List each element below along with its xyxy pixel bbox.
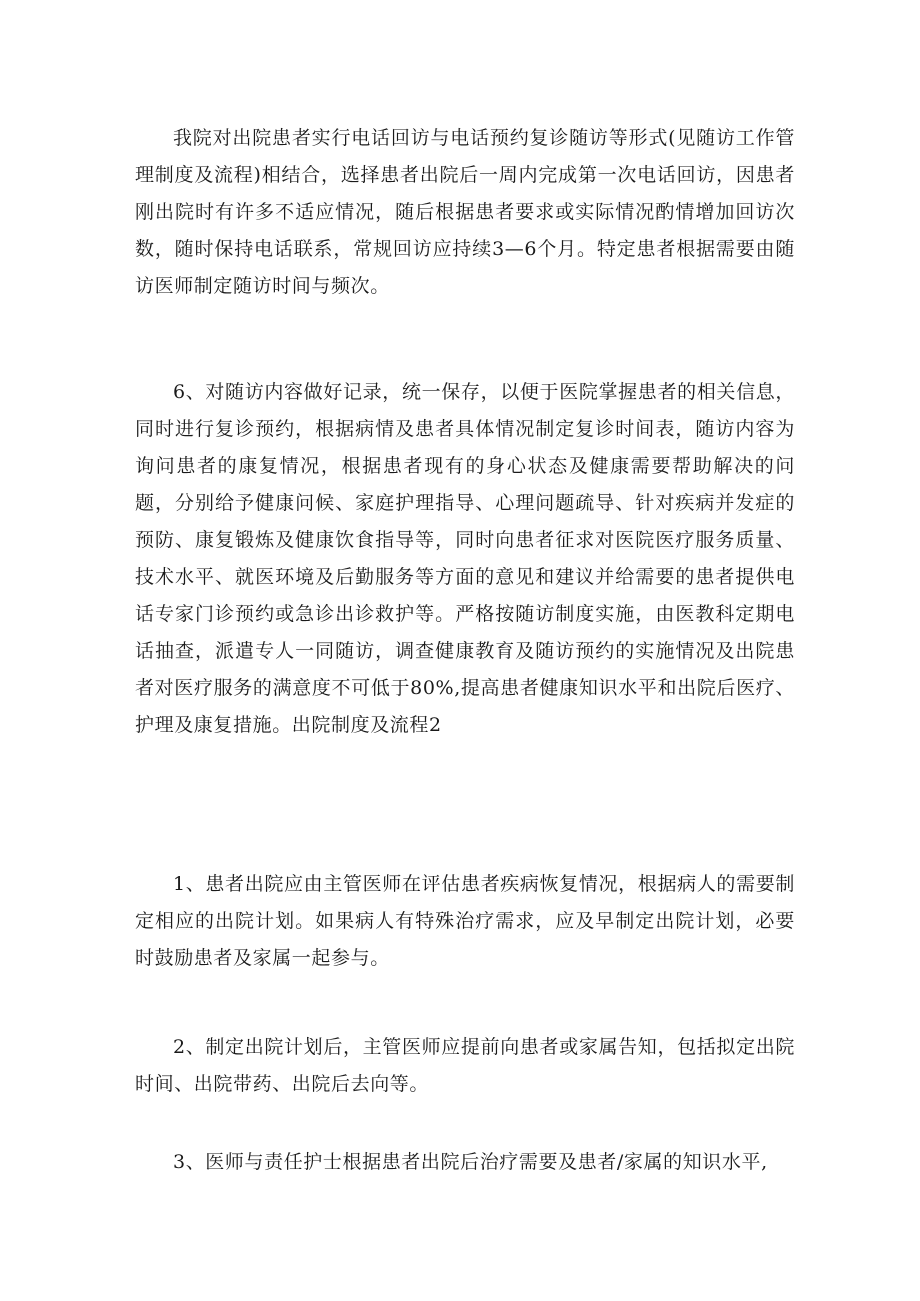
- paragraph-item-2: 2、制定出院计划后，主管医师应提前向患者或家属告知，包括拟定出院时间、出院带药、出院后去向等。: [135, 1036, 795, 1095]
- paragraph-item-1: 1、患者出院应由主管医师在评估患者疾病恢复情况，根据病人的需要制定相应的出院计划。如果病人有特殊治疗需求，应及早制定出院计划，必要时鼓励患者及家属一起参与。: [135, 873, 795, 969]
- paragraph-followup-methods: 我院对出院患者实行电话回访与电话预约复诊随访等形式(见随访工作管理制度及流程)相结合，选择患者出院后一周内完成第一次电话回访，因患者刚出院时有许多不适应情况，随后根据患者要求或实际情况酌情增加回访次数，随时保持电话联系，常规回访应持续3—6个月。特定患者根据需要由随访医师制定随访时间与频次。: [135, 127, 795, 297]
- paragraph-item-3: 3、医师与责任护士根据患者出院后治疗需要及患者/家属的知识水平,: [173, 1151, 768, 1173]
- paragraph-item-6: 6、对随访内容做好记录，统一保存，以便于医院掌握患者的相关信息，同时进行复诊预约，根据病情及患者具体情况制定复诊时间表，随访内容为询问患者的康复情况，根据患者现有的身心状态及健康需要帮助解决的问题，分别给予健康问候、家庭护理指导、心理问题疏导、针对疾病并发症的预防、康复锻炼及健康饮食指导等，同时向患者征求对医院医疗服务质量、技术水平、就医环境及后勤服务等方面的意见和建议并给需要的患者提供电话专家门诊预约或急诊出诊救护等。严格按随访制度实施，由医教科定期电话抽查，派遣专人一同随访，调查健康教育及随访预约的实施情况及出院患者对医疗服务的满意度不可低于80%,提高患者健康知识水平和出院后医疗、护理及康复措施。出院制度及流程2: [135, 381, 795, 736]
